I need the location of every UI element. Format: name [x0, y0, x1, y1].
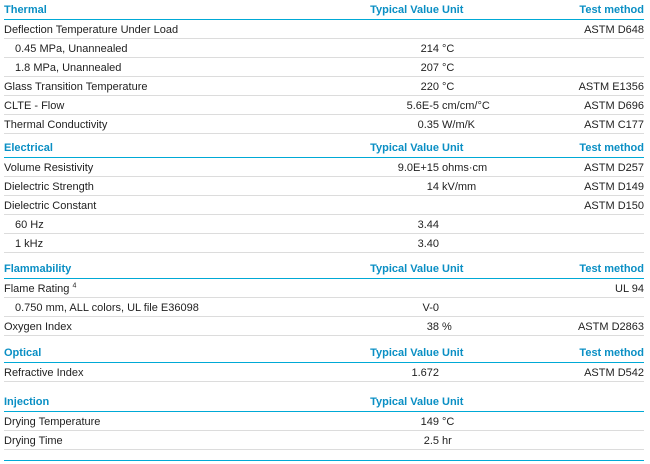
test-method: ASTM C177 [584, 119, 644, 131]
property-label: Refractive Index [4, 367, 84, 379]
table-row [4, 234, 644, 253]
column-header-method: Test method [579, 4, 644, 16]
property-unit: °C [442, 43, 455, 55]
table-row [4, 158, 644, 177]
property-label: 60 Hz [15, 219, 44, 231]
property-label: Deflection Temperature Under Load [4, 24, 179, 36]
section-flammability [4, 260, 644, 336]
property-value: 14 [426, 181, 439, 193]
table-row [4, 58, 644, 77]
table-row [4, 196, 644, 215]
table-row [4, 39, 644, 58]
section-optical [4, 344, 644, 382]
test-method: ASTM D696 [584, 100, 644, 112]
property-value: 214 [420, 43, 439, 55]
property-label: Volume Resistivity [4, 162, 94, 174]
section-electrical [4, 139, 644, 253]
section-title: Thermal [4, 4, 47, 16]
property-value: 3.40 [417, 238, 439, 250]
property-unit: °C [442, 81, 455, 93]
property-label: 1.8 MPa, Unannealed [15, 62, 122, 74]
column-header-method: Test method [579, 263, 644, 275]
section-title: Optical [4, 347, 42, 359]
section-header [4, 139, 644, 158]
test-method: ASTM D542 [584, 367, 644, 379]
column-header-unit: Unit [442, 263, 464, 275]
property-label: Glass Transition Temperature [4, 81, 148, 93]
table-row [4, 96, 644, 115]
property-label: CLTE - Flow [4, 100, 65, 112]
section-title: Injection [4, 396, 50, 408]
property-unit: kV/mm [442, 181, 477, 193]
property-label-text: Flame Rating [4, 283, 70, 295]
column-header-unit: Unit [442, 4, 464, 16]
column-header-value: Typical Value [370, 263, 439, 275]
column-header-value: Typical Value [370, 4, 439, 16]
property-value: 9.0E+15 [397, 162, 439, 174]
column-header-unit: Unit [442, 396, 464, 408]
property-value: 38 [426, 321, 439, 333]
property-label: 0.750 mm, ALL colors, UL file E36098 [15, 302, 199, 314]
test-method: ASTM D2863 [577, 321, 644, 333]
bottom-rule [4, 460, 644, 461]
section-header [4, 1, 644, 20]
property-value: 0.35 [417, 119, 439, 131]
property-label: Drying Time [4, 435, 63, 447]
property-value: 2.5 [423, 435, 439, 447]
property-label: Thermal Conductivity [4, 119, 108, 131]
property-value: 207 [420, 62, 439, 74]
table-row [4, 412, 644, 431]
property-unit: W/m/K [442, 119, 475, 131]
property-label: 0.45 MPa, Unannealed [15, 43, 128, 55]
test-method: ASTM D150 [584, 200, 644, 212]
table-row [4, 115, 644, 134]
table-row [4, 317, 644, 336]
property-value: V-0 [422, 302, 439, 314]
section-title: Flammability [4, 263, 72, 275]
section-title: Electrical [4, 142, 53, 154]
column-header-unit: Unit [442, 142, 464, 154]
table-row [4, 363, 644, 382]
table-row [4, 77, 644, 96]
table-row [4, 20, 644, 39]
table-row [4, 298, 644, 317]
property-unit: % [442, 321, 452, 333]
property-value: 1.672 [411, 367, 439, 379]
table-row [4, 177, 644, 196]
test-method: UL 94 [615, 283, 644, 295]
property-value: 3.44 [417, 219, 439, 231]
test-method: ASTM D149 [584, 181, 644, 193]
section-header [4, 393, 644, 412]
property-label: Dielectric Strength [4, 181, 94, 193]
property-unit: ohms·cm [442, 162, 488, 174]
section-injection [4, 393, 644, 450]
property-unit: °C [442, 62, 455, 74]
property-label: Oxygen Index [4, 321, 72, 333]
section-header [4, 260, 644, 279]
section-thermal [4, 1, 644, 134]
property-unit: hr [442, 435, 452, 447]
section-header [4, 344, 644, 363]
property-unit: °C [442, 416, 455, 428]
test-method: ASTM E1356 [578, 81, 644, 93]
property-value: 149 [420, 416, 439, 428]
test-method: ASTM D257 [584, 162, 644, 174]
property-value: 5.6E-5 [406, 100, 439, 112]
column-header-value: Typical Value [370, 142, 439, 154]
property-value: 220 [420, 81, 439, 93]
column-header-unit: Unit [442, 347, 464, 359]
property-label: Dielectric Constant [4, 200, 97, 212]
column-header-value: Typical Value [370, 347, 439, 359]
footnote-marker: 4 [72, 282, 77, 290]
test-method: ASTM D648 [584, 24, 644, 36]
property-unit: cm/cm/°C [442, 100, 490, 112]
column-header-method: Test method [579, 142, 644, 154]
property-label: Drying Temperature [4, 416, 101, 428]
property-label: 1 kHz [15, 238, 44, 250]
table-row [4, 279, 644, 298]
table-row [4, 431, 644, 450]
table-row [4, 215, 644, 234]
column-header-method: Test method [579, 347, 644, 359]
column-header-value: Typical Value [370, 396, 439, 408]
property-label [4, 283, 76, 295]
